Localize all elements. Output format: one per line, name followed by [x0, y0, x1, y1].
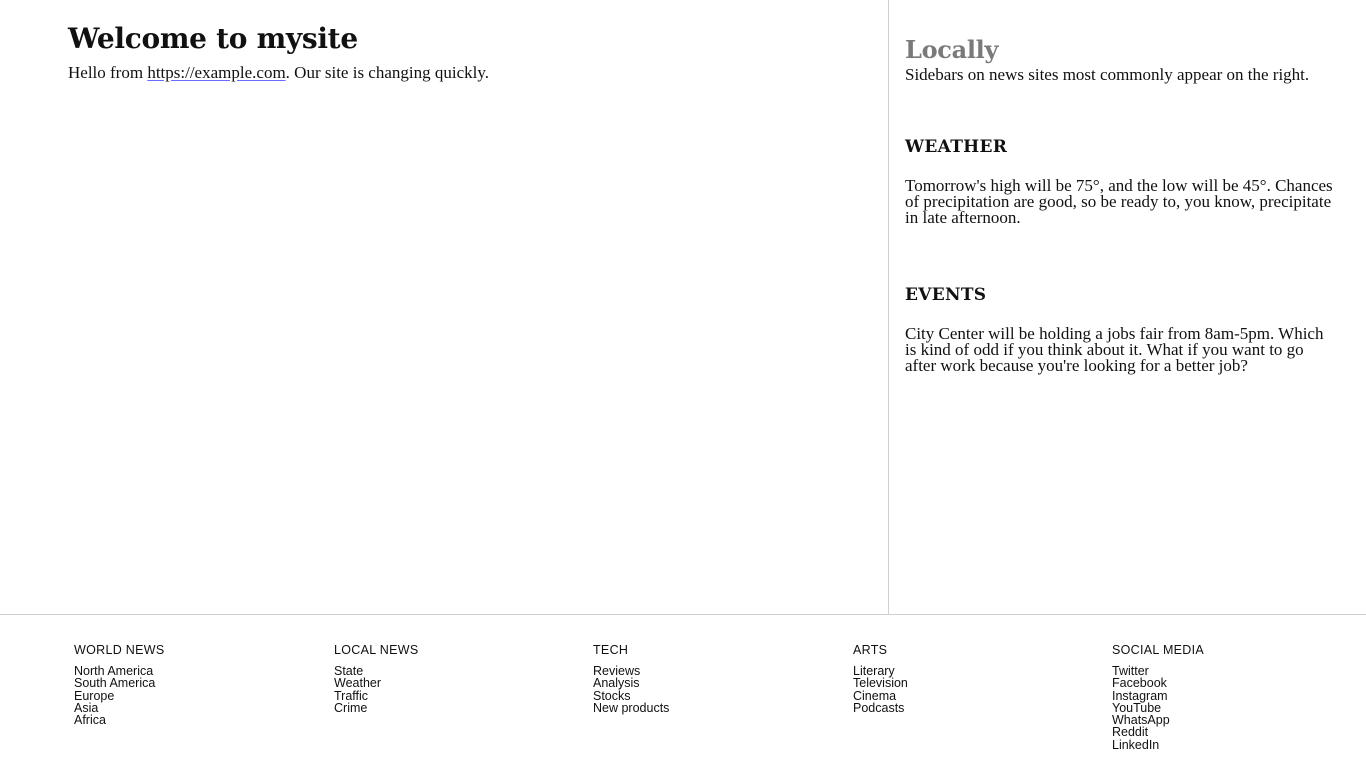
events-text: City Center will be holding a jobs fair from 8am-5pm. Which is kind of odd if you think about it. What if you want to go after work because you're looking for a better job?: [905, 324, 1324, 375]
footer-column-world-news: [74, 643, 314, 726]
footer-link-state[interactable]: State: [334, 664, 364, 678]
footer-heading: SOCIAL MEDIA: [1112, 643, 1205, 657]
footer-heading: WORLD NEWS: [74, 643, 165, 657]
footer-item: [334, 690, 574, 702]
footer-heading: LOCAL NEWS: [334, 643, 419, 657]
page-title: Welcome to mysite: [68, 22, 358, 55]
events-heading: EVENTS: [905, 285, 987, 305]
footer-item: [334, 677, 574, 689]
footer-list: [593, 665, 833, 714]
footer-link-asia[interactable]: Asia: [74, 700, 99, 715]
footer-list: [1112, 665, 1352, 751]
intro-text-after: . Our site is changing quickly.: [285, 63, 490, 82]
footer-heading: ARTS: [853, 643, 888, 657]
footer-link-crime[interactable]: Crime: [334, 700, 368, 715]
footer-link-south-america[interactable]: South America: [74, 676, 156, 691]
footer-link-television[interactable]: Television: [853, 676, 908, 691]
footer: [0, 614, 1366, 768]
footer-column-social-media: [1112, 643, 1352, 751]
footer-link-linkedin[interactable]: LinkedIn: [1112, 737, 1160, 752]
footer-link-reviews[interactable]: Reviews: [593, 664, 641, 678]
footer-link-facebook[interactable]: Facebook: [1112, 676, 1167, 691]
weather-text: Tomorrow's high will be 75°, and the low will be 45°. Chances of precipitation are good, so be ready to, you know, precipitate in late afternoon.: [905, 176, 1333, 227]
intro-paragraph: [68, 62, 888, 84]
footer-link-africa[interactable]: Africa: [74, 713, 106, 728]
footer-column-tech: [593, 643, 833, 714]
weather-heading: WEATHER: [905, 137, 1008, 157]
footer-link-analysis[interactable]: Analysis: [593, 676, 640, 691]
footer-item: [853, 702, 1093, 714]
footer-link-weather[interactable]: Weather: [334, 676, 382, 691]
footer-link-stocks[interactable]: Stocks: [593, 688, 631, 703]
footer-heading: TECH: [593, 643, 629, 657]
footer-link-instagram[interactable]: Instagram: [1112, 688, 1168, 703]
footer-link-literary[interactable]: Literary: [853, 664, 895, 678]
footer-item: [593, 702, 833, 714]
footer-link-cinema[interactable]: Cinema: [853, 688, 897, 703]
example-link[interactable]: https://example.com: [147, 63, 286, 82]
footer-column-arts: [853, 643, 1093, 714]
footer-link-podcasts[interactable]: Podcasts: [853, 700, 905, 715]
footer-link-whatsapp[interactable]: WhatsApp: [1112, 713, 1170, 728]
footer-item: [1112, 739, 1352, 751]
sidebar: [888, 0, 1366, 614]
footer-item: [74, 690, 314, 702]
footer-link-reddit[interactable]: Reddit: [1112, 725, 1149, 740]
sidebar-intro: Sidebars on news sites most commonly appear on the right.: [905, 65, 1310, 84]
footer-link-north-america[interactable]: North America: [74, 664, 154, 678]
intro-text-before: Hello from: [68, 63, 148, 82]
footer-item: [334, 702, 574, 714]
footer-list: [74, 665, 314, 726]
footer-link-europe[interactable]: Europe: [74, 688, 115, 703]
sidebar-title: Locally: [905, 35, 999, 64]
footer-link-traffic[interactable]: Traffic: [334, 688, 369, 703]
footer-list: [334, 665, 574, 714]
footer-link-youtube[interactable]: YouTube: [1112, 700, 1162, 715]
footer-item: [74, 714, 314, 726]
footer-link-twitter[interactable]: Twitter: [1112, 664, 1149, 678]
footer-column-local-news: [334, 643, 574, 714]
footer-list: [853, 665, 1093, 714]
footer-item: [74, 702, 314, 714]
footer-link-new-products[interactable]: New products: [593, 700, 670, 715]
